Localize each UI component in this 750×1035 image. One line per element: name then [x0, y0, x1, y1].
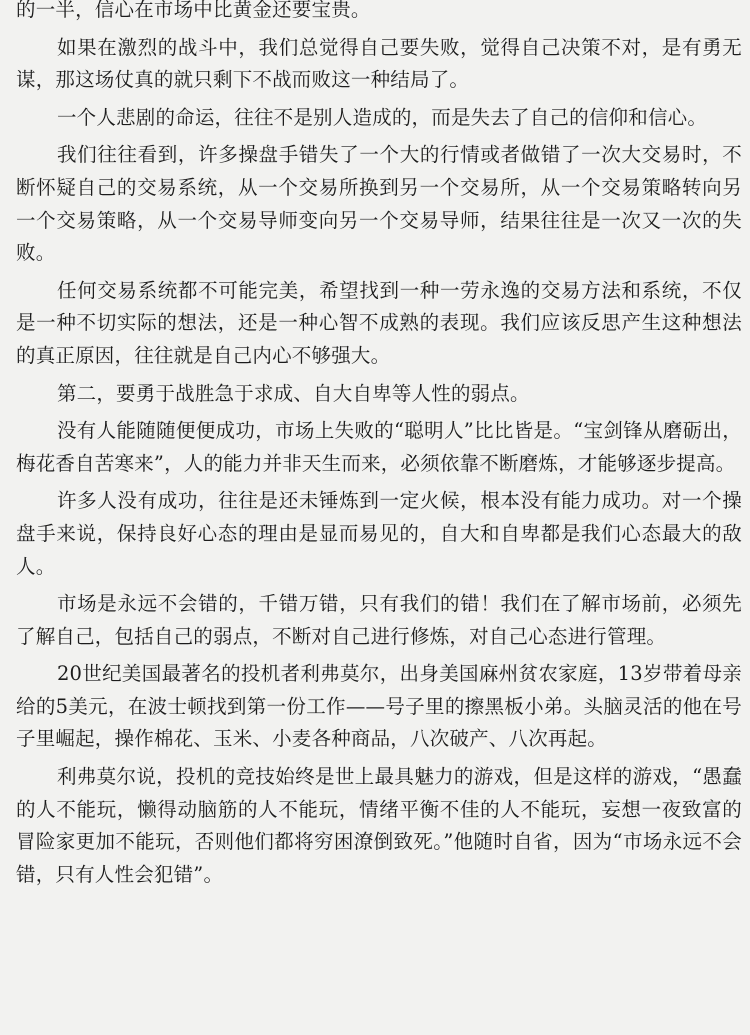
- paragraph: 任何交易系统都不可能完美，希望找到一种一劳永逸的交易方法和系统，不仅是一种不切实际的想法，还是一种心智不成熟的表现。我们应该反思产生这种想法的真正原因，往往就是自己内心不够强大。: [16, 278, 742, 367]
- paragraph: 没有人能随随便便成功，市场上失败的“聪明人”比比皆是。“宝剑锋从磨砺出，梅花香自苦寒来”，人的能力并非天生而来，必须依靠不断磨炼，才能够逐步提高。: [16, 419, 742, 475]
- section-heading: 第二，要勇于战胜急于求成、自大自卑等人性的弱点。: [56, 381, 530, 405]
- paragraph: 利弗莫尔说，投机的竞技始终是世上最具魅力的游戏，但是这样的游戏，“愚蠢的人不能玩，懒得动脑筋的人不能玩，情绪平衡不佳的人不能玩，妄想一夜致富的冒险家更加不能玩，否则他们都将穷困潦倒致死。”他随时自省，因为“市场永远不会错，只有人性会犯错”。: [16, 765, 742, 886]
- paragraph: 一个人悲剧的命运，往往不是别人造成的，而是失去了自己的信仰和信心。: [56, 105, 708, 129]
- paragraph: 许多人没有成功，往往是还未锤炼到一定火候，根本没有能力成功。对一个操盘手来说，保持良好心态的理由是显而易见的，自大和自卑都是我们心态最大的敌人。: [16, 489, 742, 578]
- paragraph: 市场是永远不会错的，千错万错，只有我们的错！我们在了解市场前，必须先了解自己，包括自己的弱点，不断对自己进行修炼，对自己心态进行管理。: [16, 592, 742, 648]
- paragraph: 的一半，信心在市场中比黄金还要宝贵。: [16, 0, 371, 21]
- paragraph: 20世纪美国最著名的投机者利弗莫尔，出身美国麻州贫农家庭，13岁带着母亲给的5美元，在波士顿找到第一份工作——号子里的擦黑板小弟。头脑灵活的他在号子里崛起，操作棉花、玉米、小麦各种商品，八次破产、八次再起。: [16, 662, 742, 751]
- paragraph: 我们往往看到，许多操盘手错失了一个大的行情或者做错了一次大交易时，不断怀疑自己的交易系统，从一个交易所换到另一个交易所，从一个交易策略转向另一个交易策略，从一个交易导师变向另一个交易导师，结果往往是一次又一次的失败。: [16, 143, 742, 265]
- body-text: [16, 0, 742, 896]
- paragraph: 如果在激烈的战斗中，我们总觉得自己要失败，觉得自己决策不对，是有勇无谋，那这场仗真的就只剩下不战而败这一种结局了。: [16, 35, 742, 92]
